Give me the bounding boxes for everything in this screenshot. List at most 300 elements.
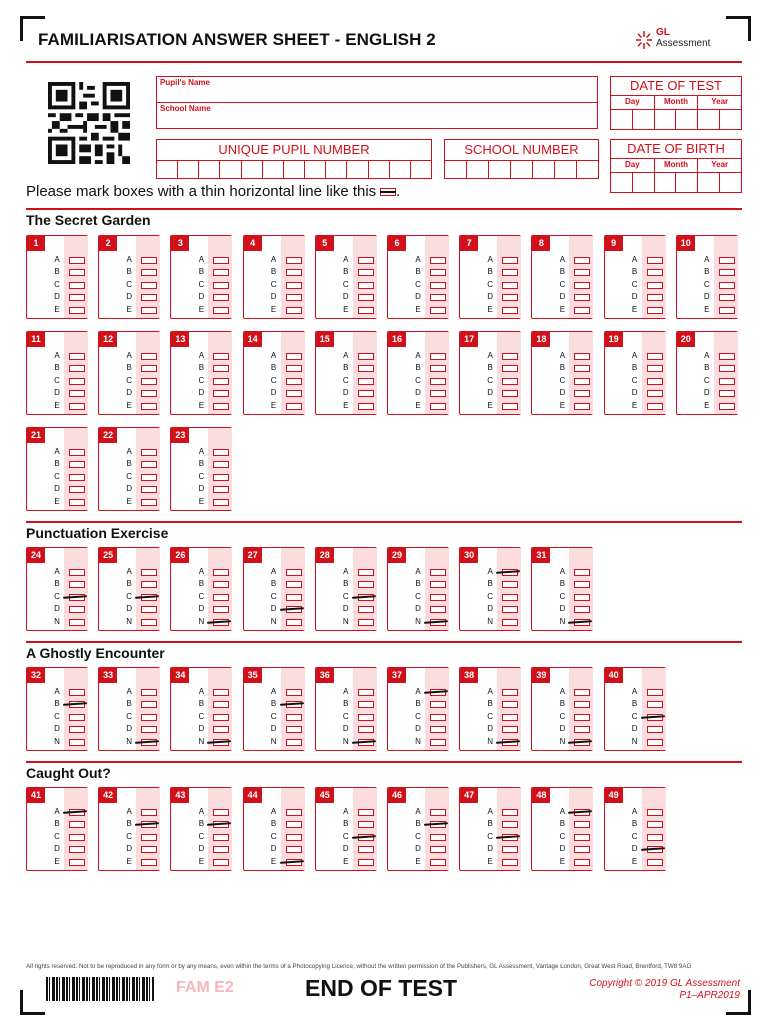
- option-checkbox[interactable]: [69, 486, 85, 493]
- answer-option[interactable]: [605, 291, 667, 303]
- answer-option[interactable]: [244, 723, 306, 735]
- option-checkbox[interactable]: [719, 257, 735, 264]
- answer-option[interactable]: [316, 566, 378, 578]
- answer-option[interactable]: [99, 591, 161, 603]
- option-checkbox[interactable]: [574, 689, 590, 696]
- answer-option[interactable]: [677, 387, 739, 399]
- option-checkbox[interactable]: [647, 821, 663, 828]
- answer-option[interactable]: [532, 387, 594, 399]
- option-checkbox[interactable]: [213, 594, 229, 601]
- answer-option[interactable]: [460, 843, 522, 855]
- option-checkbox[interactable]: [69, 269, 85, 276]
- option-checkbox[interactable]: [719, 365, 735, 372]
- option-checkbox[interactable]: [213, 282, 229, 289]
- answer-option[interactable]: [677, 266, 739, 278]
- option-checkbox[interactable]: [502, 282, 518, 289]
- answer-option[interactable]: [460, 350, 522, 362]
- option-checkbox[interactable]: [574, 257, 590, 264]
- answer-option[interactable]: [99, 362, 161, 374]
- answer-option[interactable]: [388, 362, 450, 374]
- answer-option[interactable]: [532, 350, 594, 362]
- answer-option[interactable]: [532, 711, 594, 723]
- option-checkbox[interactable]: [141, 449, 157, 456]
- option-checkbox[interactable]: [286, 726, 302, 733]
- option-checkbox[interactable]: [69, 739, 85, 746]
- option-checkbox[interactable]: [69, 569, 85, 576]
- answer-option[interactable]: [388, 831, 450, 843]
- option-checkbox[interactable]: [647, 809, 663, 816]
- option-checkbox[interactable]: [141, 606, 157, 613]
- answer-option[interactable]: [27, 350, 89, 362]
- answer-option[interactable]: [388, 350, 450, 362]
- option-checkbox[interactable]: [213, 390, 229, 397]
- option-checkbox[interactable]: [358, 294, 374, 301]
- answer-option[interactable]: [316, 856, 378, 868]
- answer-option[interactable]: [460, 591, 522, 603]
- answer-option[interactable]: [460, 698, 522, 710]
- answer-option[interactable]: [605, 698, 667, 710]
- answer-option[interactable]: [388, 578, 450, 590]
- answer-option[interactable]: [605, 711, 667, 723]
- answer-option[interactable]: [316, 843, 378, 855]
- option-checkbox[interactable]: [574, 294, 590, 301]
- option-checkbox[interactable]: [141, 499, 157, 506]
- answer-option[interactable]: [171, 483, 233, 495]
- option-checkbox[interactable]: [141, 689, 157, 696]
- answer-option[interactable]: [460, 831, 522, 843]
- option-checkbox[interactable]: [502, 353, 518, 360]
- answer-option[interactable]: [99, 446, 161, 458]
- date-of-test-box[interactable]: [610, 76, 742, 130]
- answer-option[interactable]: [316, 818, 378, 830]
- answer-option[interactable]: [99, 279, 161, 291]
- answer-option[interactable]: [605, 856, 667, 868]
- option-checkbox[interactable]: [502, 714, 518, 721]
- answer-option[interactable]: [605, 279, 667, 291]
- option-checkbox[interactable]: [286, 257, 302, 264]
- answer-option[interactable]: [171, 375, 233, 387]
- option-checkbox[interactable]: [286, 378, 302, 385]
- option-checkbox[interactable]: [430, 390, 446, 397]
- option-checkbox[interactable]: [141, 282, 157, 289]
- answer-option[interactable]: [171, 591, 233, 603]
- option-checkbox[interactable]: [430, 701, 446, 708]
- option-checkbox[interactable]: [213, 569, 229, 576]
- answer-option[interactable]: [99, 603, 161, 615]
- option-checkbox[interactable]: [574, 581, 590, 588]
- option-checkbox[interactable]: [286, 834, 302, 841]
- answer-option[interactable]: [99, 818, 161, 830]
- option-checkbox[interactable]: [719, 403, 735, 410]
- answer-option[interactable]: [99, 686, 161, 698]
- option-checkbox[interactable]: [502, 606, 518, 613]
- option-checkbox[interactable]: [430, 846, 446, 853]
- answer-option[interactable]: [605, 818, 667, 830]
- answer-option[interactable]: [460, 856, 522, 868]
- option-checkbox[interactable]: [430, 294, 446, 301]
- answer-option[interactable]: [388, 686, 450, 698]
- answer-option[interactable]: [99, 843, 161, 855]
- answer-option[interactable]: [244, 686, 306, 698]
- option-checkbox[interactable]: [69, 449, 85, 456]
- option-checkbox[interactable]: [358, 859, 374, 866]
- answer-option[interactable]: [99, 723, 161, 735]
- answer-option[interactable]: [244, 291, 306, 303]
- answer-option[interactable]: [99, 736, 161, 748]
- answer-option[interactable]: [171, 458, 233, 470]
- answer-option[interactable]: [460, 616, 522, 628]
- answer-option[interactable]: [605, 266, 667, 278]
- answer-option[interactable]: [27, 496, 89, 508]
- answer-option[interactable]: [27, 603, 89, 615]
- answer-option[interactable]: [27, 254, 89, 266]
- answer-option[interactable]: [171, 496, 233, 508]
- answer-option[interactable]: [532, 266, 594, 278]
- option-checkbox[interactable]: [430, 726, 446, 733]
- option-checkbox[interactable]: [574, 859, 590, 866]
- answer-option[interactable]: [316, 831, 378, 843]
- answer-option[interactable]: [677, 400, 739, 412]
- option-checkbox[interactable]: [213, 461, 229, 468]
- option-checkbox[interactable]: [141, 846, 157, 853]
- option-checkbox[interactable]: [502, 689, 518, 696]
- answer-option[interactable]: [316, 362, 378, 374]
- answer-option[interactable]: [171, 603, 233, 615]
- answer-option[interactable]: [244, 400, 306, 412]
- option-checkbox[interactable]: [141, 378, 157, 385]
- option-checkbox[interactable]: [213, 269, 229, 276]
- option-checkbox[interactable]: [69, 257, 85, 264]
- answer-option[interactable]: [532, 843, 594, 855]
- option-checkbox[interactable]: [69, 390, 85, 397]
- answer-option[interactable]: [460, 266, 522, 278]
- answer-option[interactable]: [244, 591, 306, 603]
- option-checkbox[interactable]: [502, 378, 518, 385]
- option-checkbox[interactable]: [502, 294, 518, 301]
- option-checkbox[interactable]: [430, 403, 446, 410]
- answer-option[interactable]: [532, 591, 594, 603]
- option-checkbox[interactable]: [358, 257, 374, 264]
- answer-option[interactable]: [99, 458, 161, 470]
- answer-option[interactable]: [171, 711, 233, 723]
- option-checkbox[interactable]: [647, 834, 663, 841]
- answer-option[interactable]: [99, 856, 161, 868]
- option-checkbox[interactable]: [213, 449, 229, 456]
- option-checkbox[interactable]: [502, 581, 518, 588]
- option-checkbox[interactable]: [213, 859, 229, 866]
- answer-option[interactable]: [99, 483, 161, 495]
- answer-option[interactable]: [244, 831, 306, 843]
- answer-option[interactable]: [460, 603, 522, 615]
- answer-option[interactable]: [388, 566, 450, 578]
- answer-option[interactable]: [316, 806, 378, 818]
- option-checkbox[interactable]: [286, 282, 302, 289]
- answer-option[interactable]: [99, 831, 161, 843]
- option-checkbox[interactable]: [213, 834, 229, 841]
- answer-option[interactable]: [244, 566, 306, 578]
- option-checkbox[interactable]: [574, 365, 590, 372]
- option-checkbox[interactable]: [574, 726, 590, 733]
- option-checkbox[interactable]: [141, 619, 157, 626]
- answer-option[interactable]: [605, 723, 667, 735]
- answer-option[interactable]: [316, 291, 378, 303]
- option-checkbox[interactable]: [69, 834, 85, 841]
- option-checkbox[interactable]: [69, 499, 85, 506]
- option-checkbox[interactable]: [430, 581, 446, 588]
- option-checkbox[interactable]: [430, 282, 446, 289]
- answer-option[interactable]: [388, 723, 450, 735]
- answer-option[interactable]: [244, 603, 306, 615]
- option-checkbox[interactable]: [69, 282, 85, 289]
- option-checkbox[interactable]: [358, 689, 374, 696]
- answer-option[interactable]: [244, 711, 306, 723]
- option-checkbox[interactable]: [213, 809, 229, 816]
- option-checkbox[interactable]: [430, 365, 446, 372]
- answer-option[interactable]: [388, 254, 450, 266]
- option-checkbox[interactable]: [213, 581, 229, 588]
- option-checkbox[interactable]: [358, 307, 374, 314]
- option-checkbox[interactable]: [358, 846, 374, 853]
- option-checkbox[interactable]: [358, 353, 374, 360]
- option-checkbox[interactable]: [286, 390, 302, 397]
- option-checkbox[interactable]: [574, 594, 590, 601]
- answer-option[interactable]: [460, 387, 522, 399]
- answer-option[interactable]: [171, 698, 233, 710]
- answer-option[interactable]: [99, 496, 161, 508]
- answer-option[interactable]: [316, 736, 378, 748]
- option-checkbox[interactable]: [647, 294, 663, 301]
- answer-option[interactable]: [460, 400, 522, 412]
- option-checkbox[interactable]: [213, 474, 229, 481]
- answer-option[interactable]: [532, 291, 594, 303]
- answer-option[interactable]: [244, 375, 306, 387]
- answer-option[interactable]: [388, 591, 450, 603]
- option-checkbox[interactable]: [213, 714, 229, 721]
- answer-option[interactable]: [605, 304, 667, 316]
- option-checkbox[interactable]: [286, 569, 302, 576]
- school-name-field[interactable]: [156, 102, 598, 129]
- option-checkbox[interactable]: [574, 269, 590, 276]
- option-checkbox[interactable]: [213, 606, 229, 613]
- answer-option[interactable]: [316, 698, 378, 710]
- option-checkbox[interactable]: [141, 365, 157, 372]
- option-checkbox[interactable]: [141, 353, 157, 360]
- option-checkbox[interactable]: [213, 499, 229, 506]
- option-checkbox[interactable]: [358, 619, 374, 626]
- answer-option[interactable]: [27, 291, 89, 303]
- option-checkbox[interactable]: [286, 294, 302, 301]
- answer-option[interactable]: [388, 375, 450, 387]
- option-checkbox[interactable]: [69, 846, 85, 853]
- answer-option[interactable]: [460, 578, 522, 590]
- answer-option[interactable]: [532, 578, 594, 590]
- answer-option[interactable]: [244, 616, 306, 628]
- option-checkbox[interactable]: [69, 714, 85, 721]
- answer-option[interactable]: [27, 566, 89, 578]
- answer-option[interactable]: [605, 375, 667, 387]
- option-checkbox[interactable]: [719, 294, 735, 301]
- option-checkbox[interactable]: [574, 606, 590, 613]
- option-checkbox[interactable]: [69, 353, 85, 360]
- option-checkbox[interactable]: [141, 474, 157, 481]
- option-checkbox[interactable]: [141, 859, 157, 866]
- answer-option[interactable]: [532, 856, 594, 868]
- answer-option[interactable]: [460, 279, 522, 291]
- option-checkbox[interactable]: [574, 353, 590, 360]
- answer-option[interactable]: [99, 350, 161, 362]
- answer-option[interactable]: [605, 806, 667, 818]
- option-checkbox[interactable]: [69, 606, 85, 613]
- answer-option[interactable]: [316, 686, 378, 698]
- option-checkbox[interactable]: [141, 294, 157, 301]
- option-checkbox[interactable]: [213, 378, 229, 385]
- answer-option[interactable]: [27, 843, 89, 855]
- option-checkbox[interactable]: [502, 701, 518, 708]
- option-checkbox[interactable]: [69, 689, 85, 696]
- option-checkbox[interactable]: [430, 809, 446, 816]
- answer-option[interactable]: [532, 254, 594, 266]
- answer-option[interactable]: [27, 458, 89, 470]
- answer-option[interactable]: [460, 686, 522, 698]
- answer-option[interactable]: [532, 806, 594, 818]
- option-checkbox[interactable]: [69, 726, 85, 733]
- option-checkbox[interactable]: [213, 307, 229, 314]
- answer-option[interactable]: [99, 711, 161, 723]
- option-checkbox[interactable]: [213, 403, 229, 410]
- option-checkbox[interactable]: [502, 619, 518, 626]
- option-checkbox[interactable]: [647, 701, 663, 708]
- answer-option[interactable]: [316, 350, 378, 362]
- answer-option[interactable]: [388, 400, 450, 412]
- option-checkbox[interactable]: [574, 569, 590, 576]
- option-checkbox[interactable]: [430, 269, 446, 276]
- answer-option[interactable]: [99, 304, 161, 316]
- answer-option[interactable]: [388, 736, 450, 748]
- answer-option[interactable]: [388, 711, 450, 723]
- answer-option[interactable]: [171, 291, 233, 303]
- option-checkbox[interactable]: [502, 859, 518, 866]
- answer-option[interactable]: [244, 698, 306, 710]
- answer-option[interactable]: [27, 686, 89, 698]
- answer-option[interactable]: [677, 362, 739, 374]
- answer-option[interactable]: [99, 400, 161, 412]
- option-checkbox[interactable]: [141, 569, 157, 576]
- option-checkbox[interactable]: [358, 365, 374, 372]
- option-checkbox[interactable]: [719, 390, 735, 397]
- option-checkbox[interactable]: [141, 726, 157, 733]
- answer-option[interactable]: [316, 254, 378, 266]
- option-checkbox[interactable]: [358, 378, 374, 385]
- answer-option[interactable]: [27, 818, 89, 830]
- option-checkbox[interactable]: [502, 809, 518, 816]
- answer-option[interactable]: [677, 304, 739, 316]
- option-checkbox[interactable]: [430, 714, 446, 721]
- answer-option[interactable]: [677, 254, 739, 266]
- answer-option[interactable]: [244, 387, 306, 399]
- answer-option[interactable]: [677, 375, 739, 387]
- option-checkbox[interactable]: [358, 701, 374, 708]
- pupil-name-field[interactable]: [156, 76, 598, 103]
- answer-option[interactable]: [27, 736, 89, 748]
- answer-option[interactable]: [532, 400, 594, 412]
- answer-option[interactable]: [460, 375, 522, 387]
- option-checkbox[interactable]: [502, 365, 518, 372]
- answer-option[interactable]: [171, 818, 233, 830]
- answer-option[interactable]: [532, 279, 594, 291]
- answer-option[interactable]: [244, 736, 306, 748]
- option-checkbox[interactable]: [141, 809, 157, 816]
- answer-option[interactable]: [532, 375, 594, 387]
- option-checkbox[interactable]: [502, 269, 518, 276]
- answer-option[interactable]: [99, 616, 161, 628]
- option-checkbox[interactable]: [69, 474, 85, 481]
- answer-option[interactable]: [171, 856, 233, 868]
- option-checkbox[interactable]: [286, 581, 302, 588]
- school-number-box[interactable]: [444, 139, 599, 179]
- option-checkbox[interactable]: [286, 846, 302, 853]
- option-checkbox[interactable]: [647, 403, 663, 410]
- answer-option[interactable]: [99, 806, 161, 818]
- answer-option[interactable]: [677, 279, 739, 291]
- option-checkbox[interactable]: [213, 365, 229, 372]
- answer-option[interactable]: [316, 603, 378, 615]
- answer-option[interactable]: [605, 686, 667, 698]
- answer-option[interactable]: [460, 304, 522, 316]
- option-checkbox[interactable]: [430, 859, 446, 866]
- option-checkbox[interactable]: [69, 859, 85, 866]
- answer-option[interactable]: [532, 831, 594, 843]
- answer-option[interactable]: [532, 818, 594, 830]
- answer-option[interactable]: [388, 279, 450, 291]
- answer-option[interactable]: [171, 831, 233, 843]
- answer-option[interactable]: [171, 400, 233, 412]
- option-checkbox[interactable]: [286, 307, 302, 314]
- answer-option[interactable]: [460, 291, 522, 303]
- option-checkbox[interactable]: [141, 390, 157, 397]
- option-checkbox[interactable]: [141, 486, 157, 493]
- answer-option[interactable]: [99, 375, 161, 387]
- option-checkbox[interactable]: [502, 257, 518, 264]
- option-checkbox[interactable]: [69, 365, 85, 372]
- answer-option[interactable]: [532, 304, 594, 316]
- option-checkbox[interactable]: [647, 739, 663, 746]
- option-checkbox[interactable]: [358, 390, 374, 397]
- option-checkbox[interactable]: [69, 581, 85, 588]
- answer-option[interactable]: [244, 266, 306, 278]
- answer-option[interactable]: [27, 400, 89, 412]
- answer-option[interactable]: [316, 616, 378, 628]
- option-checkbox[interactable]: [141, 269, 157, 276]
- option-checkbox[interactable]: [719, 282, 735, 289]
- answer-option[interactable]: [244, 254, 306, 266]
- answer-option[interactable]: [171, 279, 233, 291]
- option-checkbox[interactable]: [358, 809, 374, 816]
- answer-option[interactable]: [171, 350, 233, 362]
- answer-option[interactable]: [244, 279, 306, 291]
- answer-option[interactable]: [388, 266, 450, 278]
- answer-option[interactable]: [316, 591, 378, 603]
- option-checkbox[interactable]: [574, 701, 590, 708]
- answer-option[interactable]: [27, 698, 89, 710]
- answer-option[interactable]: [99, 266, 161, 278]
- answer-option[interactable]: [27, 471, 89, 483]
- answer-option[interactable]: [677, 291, 739, 303]
- answer-option[interactable]: [605, 831, 667, 843]
- answer-option[interactable]: [27, 387, 89, 399]
- answer-option[interactable]: [605, 350, 667, 362]
- option-checkbox[interactable]: [286, 594, 302, 601]
- answer-option[interactable]: [171, 806, 233, 818]
